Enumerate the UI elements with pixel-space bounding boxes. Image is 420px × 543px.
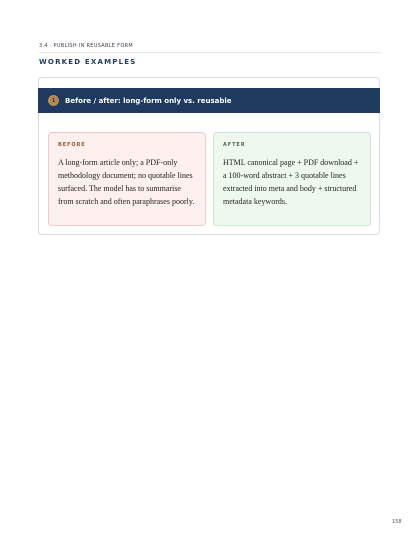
example-header — [38, 88, 380, 113]
after-text: HTML canonical page + PDF download + a 100-word abstract + 3 quotable lines extracted into meta and body + structured metadata keywords. — [223, 158, 359, 206]
example-title: Before / after: long-form only vs. reusable — [65, 96, 232, 105]
before-label: BEFORE — [58, 142, 86, 148]
worked-example-panel — [38, 77, 380, 235]
before-text: A long-form article only; a PDF-only methodology document; no quotable lines surfaced. The model has to summarise from scratch and often paraphrases poorly. — [58, 158, 195, 206]
example-number-badge: 1 — [48, 95, 59, 106]
section-title: WORKED EXAMPLES — [39, 58, 137, 66]
running-head: 3.4 · PUBLISH IN REUSABLE FORM — [39, 43, 133, 49]
after-label: AFTER — [223, 142, 246, 148]
header-divider — [39, 52, 381, 53]
before-card — [48, 132, 206, 226]
after-card — [213, 132, 371, 226]
page-number: 158 — [392, 519, 402, 525]
